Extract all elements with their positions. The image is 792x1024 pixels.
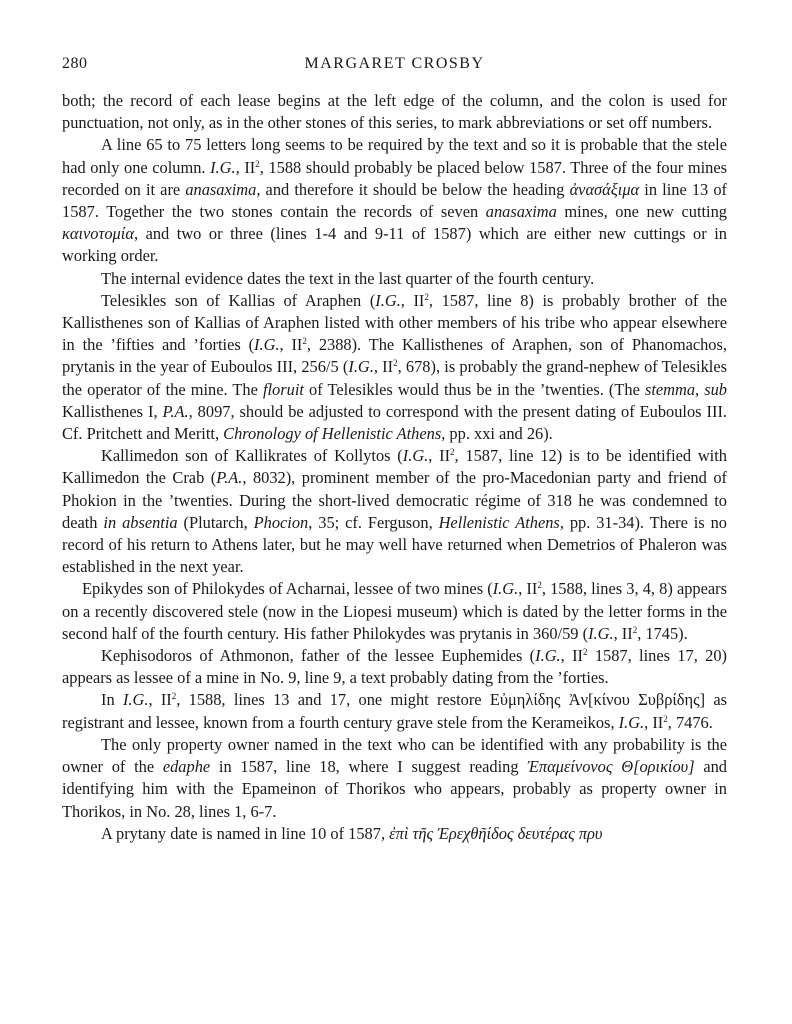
page-number: 280 xyxy=(62,55,88,72)
page-header xyxy=(62,55,727,77)
body-text xyxy=(62,90,727,845)
paragraph-5: Kallimedon son of Kallikrates of Kollytos (I.G., $II^2$, 1587, line 12) is to be identified with Kallimedon the Crab (P.A., 8032), prominent member of the pro-Macedonian party and friend of Phokion in the ’twenties. During the short-lived democratic régime of 318 he was condemned to death in absentia (Plutarch, Phocion, 35; cf. Ferguson, Hellenistic Athens, pp. 31-34). There is no record of his return to Athens later, but he may well have returned when Demetrios of Phaleron was established in the next year. xyxy=(62,446,727,577)
paragraph-9: The only property owner named in the text who can be identified with any probability is the owner of the edaphe in 1587, line 18, where I suggest reading Ἐπαμείνονος Θ[ορικίου] and identifying him with the Epameinon of Thorikos who appears, probably as property owner in Thorikos, in No. 28, lines 1, 6-7. xyxy=(62,734,727,821)
paragraph-6: Epikydes son of Philokydes of Acharnai, lessee of two mines (I.G., $II^2$, 1588, lines 3, 4, 8) appears on a recently discovered stele (now in the Liopesi museum) which is dated by the letter forms in the second half of the fourth century. His father Philokydes was prytanis in 360/59 (I.G., $II^2$, 1745). xyxy=(62,579,727,643)
paragraph-2: A line 65 to 75 letters long seems to be required by the text and so it is probable that the stele had only one column. I.G., $II^2$, 1588 should probably be placed below 1587. Three of the four mines recorded on it are anasaxima, and therefore it should be below the heading ἀνασάξιμα in line 13 of 1587. Together the two stones contain the records of seven anasaxima mines, one new cutting καινοτομία, and two or three (lines 1-4 and 9-11 of 1587) which are either new cuttings or in working order. xyxy=(62,135,728,266)
greek-term: ἀνασάξιμα xyxy=(569,179,640,199)
greek-term: Ἐπαμείνονος Θ[ορικίου] xyxy=(527,757,695,777)
paragraph-7: Kephisodoros of Athmonon, father of the lessee Euphemides (I.G., $II^2$ 1587, lines 17, 20) appears as lessee of a mine in No. 9, line 9, a text probably dating from the ’forties. xyxy=(62,646,727,688)
paragraph-4: Telesikles son of Kallias of Araphen (I.G., $II^2$, 1587, line 8) is probably brother of the Kallisthenes son of Kallias of Araphen listed with other members of his tribe who appear elsewhere in the ’fifties and ’forties (I.G., $II^2$, 2388). The Kallisthenes of Araphen, son of Phanomachos, prytanis in the year of Euboulos III, 256/5 (I.G., $II^2$, 678), is probably the grand-nephew of Telesikles the operator of the mine. The floruit of Telesikles would thus be in the ’twenties. (The stemma, sub Kallisthenes I, P.A., 8097, should be adjusted to correspond with the present dating of Euboulos III. Cf. Pritchett and Meritt, Chronology of Hellenistic Athens, pp. xxi and 26). xyxy=(62,290,728,444)
running-head: MARGARET CROSBY xyxy=(304,55,485,72)
paragraph-10: A prytany date is named in line 10 of 1587, ἐπὶ τῆς Ἐρεχθῆίδος δευτέρας πρυ xyxy=(101,823,603,843)
paragraph-8: In I.G., $II^2$, 1588, lines 13 and 17, one might restore Εὐμηλίδης Ἀν[κίνου Συβρίδης] as registrant and lessee, known from a fourth century grave stele from the Kerameikos, I.G., $II^2$, 7476. xyxy=(62,690,727,732)
paragraph-3: The internal evidence dates the text in the last quarter of the fourth century. xyxy=(101,268,595,288)
greek-term: καινοτομία xyxy=(62,224,134,244)
greek-term: ἐπὶ τῆς Ἐρεχθῆίδος δευτέρας πρυ xyxy=(389,823,603,843)
paragraph-1: both; the record of each lease begins at the left edge of the column, and the colon is used for punctuation, not only, as in the other stones of this series, to mark abbreviations or set off numbers. xyxy=(62,91,727,133)
greek-term: Εὐμηλίδης Ἀν[κίνου Συβρίδης] xyxy=(489,690,706,710)
